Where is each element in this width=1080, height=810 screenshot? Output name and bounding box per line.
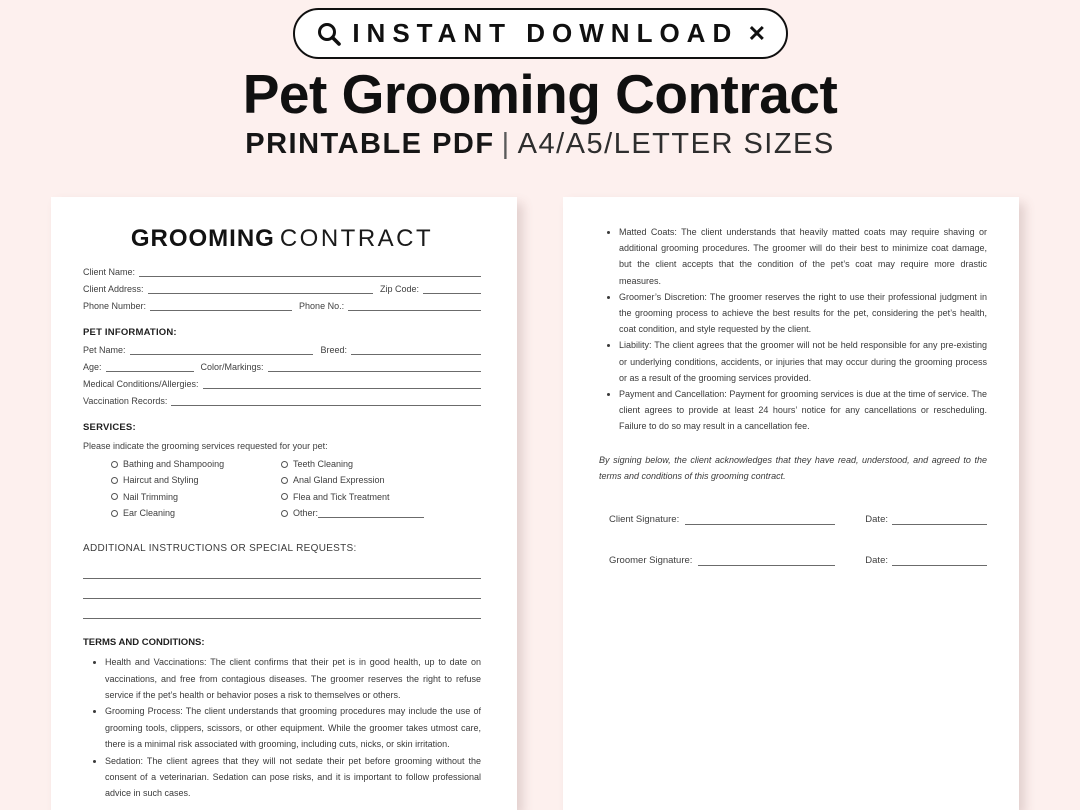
terms-item: • Payment and Cancellation: Payment for grooming services is due at the time of service. The client agrees to provide at least 24 hours’ notice for any cancellations or rescheduling. Failure to do so may result in a cancellation fee.: [619, 386, 987, 435]
terms-list-page2: [599, 224, 987, 435]
phone-no-label: Phone No.:: [299, 301, 345, 311]
service-option: [281, 492, 481, 502]
breed-line: [351, 345, 481, 355]
document-heading-bold: GROOMING: [130, 225, 275, 252]
client-signature-line: [685, 514, 835, 525]
radio-circle-icon: [111, 510, 118, 517]
service-option-other: [281, 508, 481, 518]
date-line: [892, 555, 987, 566]
search-icon: [315, 20, 343, 48]
vaccination-records-label: Vaccination Records:: [83, 396, 168, 406]
service-option-label: Nail Trimming: [123, 491, 179, 502]
client-address-row: [83, 284, 481, 294]
terms-item: • Grooming Process: The client understands that grooming procedures may include the use of grooming tools, clippers, scissors, or other equipment. While the groomer takes utmost care, there is a minimal risk associated with grooming, including cuts, nicks, or skin irritation.: [105, 703, 481, 752]
service-option-label: Teeth Cleaning: [293, 459, 354, 470]
service-option: [281, 475, 481, 485]
client-name-line: [139, 267, 481, 277]
color-markings-line: [268, 362, 481, 372]
client-address-line: [148, 284, 373, 294]
radio-circle-icon: [281, 477, 288, 484]
radio-circle-icon: [281, 510, 288, 517]
services-heading: SERVICES:: [83, 422, 136, 433]
terms-heading: TERMS AND CONDITIONS:: [83, 637, 205, 649]
client-signature-label: Client Signature:: [609, 514, 680, 526]
age-line: [106, 362, 194, 372]
medical-row: [83, 379, 481, 389]
client-signature-row: [599, 514, 987, 525]
service-option: [111, 459, 281, 469]
service-option: [111, 508, 281, 518]
radio-circle-icon: [111, 493, 118, 500]
radio-circle-icon: [111, 461, 118, 468]
services-options: [111, 456, 481, 521]
age-label: Age:: [83, 362, 102, 372]
breed-label: Breed:: [320, 345, 347, 355]
document-heading-light: CONTRACT: [279, 225, 434, 252]
service-option: [111, 475, 281, 485]
service-option-label: Flea and Tick Treatment: [293, 491, 390, 502]
terms-list-page1: [83, 654, 481, 802]
product-subtitle: [0, 128, 1080, 161]
other-service-line: [318, 509, 424, 518]
radio-circle-icon: [281, 493, 288, 500]
document-heading: [83, 225, 481, 253]
service-option-label: Other:: [293, 508, 319, 519]
color-markings-label: Color/Markings:: [200, 362, 264, 372]
subtitle-format: PRINTABLE PDF: [245, 128, 495, 160]
subtitle-separator: |: [501, 128, 511, 160]
subtitle-sizes: A4/A5/LETTER SIZES: [517, 128, 835, 160]
contract-page-1: [51, 197, 517, 810]
client-name-row: [83, 267, 481, 277]
service-option: [111, 492, 281, 502]
contract-page-2: [563, 197, 1019, 810]
date-label: Date:: [865, 555, 888, 567]
phone-number-line: [150, 301, 292, 311]
pet-information-heading: PET INFORMATION:: [83, 327, 177, 338]
terms-item: • Matted Coats: The client understands that heavily matted coats may require shaving or additional grooming procedures. The groomer will do their best to minimize coat damage, but the client accepts that the condition of the pet’s coat may require more drastic measures.: [619, 224, 987, 289]
terms-item: • Groomer’s Discretion: The groomer reserves the right to use their professional judgment in the grooming process to achieve the best results for the pet, considering the pet’s health, coat condition, and style requested by the client.: [619, 289, 987, 338]
writing-line: [83, 618, 481, 619]
terms-item: • Liability: The client agrees that the groomer will not be held responsible for any pre-existing or underlying conditions, accidents, or injuries that may occur during the grooming process or as a result of the grooming services provided.: [619, 337, 987, 386]
age-color-row: [83, 362, 481, 372]
date-label: Date:: [865, 514, 888, 526]
writing-line: [83, 578, 481, 579]
terms-item: • Health and Vaccinations: The client confirms that their pet is in good health, up to date on vaccinations, and free from contagious diseases. The groomer reserves the right to refuse service if the pet’s health or behavior poses a risk to themselves or others.: [105, 654, 481, 703]
groomer-signature-label: Groomer Signature:: [609, 555, 693, 567]
phone-no-line: [348, 301, 481, 311]
vaccination-records-line: [171, 396, 481, 406]
service-option-label: Ear Cleaning: [123, 508, 176, 519]
client-name-label: Client Name:: [83, 267, 136, 277]
pet-name-line: [130, 345, 314, 355]
radio-circle-icon: [111, 477, 118, 484]
radio-circle-icon: [281, 461, 288, 468]
banner-label: INSTANT DOWNLOAD: [352, 18, 739, 48]
phone-number-label: Phone Number:: [83, 301, 147, 311]
terms-item: • Sedation: The client agrees that they will not sedate their pet before grooming without the consent of a veterinarian. Sedation can pose risks, and it is important to follow professional advice in such cases.: [105, 753, 481, 802]
instant-download-banner: [293, 8, 788, 59]
medical-conditions-label: Medical Conditions/Allergies:: [83, 379, 199, 389]
service-option-label: Bathing and Shampooing: [123, 459, 225, 470]
date-line: [892, 514, 987, 525]
client-address-label: Client Address:: [83, 284, 144, 294]
additional-instructions-heading: ADDITIONAL INSTRUCTIONS OR SPECIAL REQUESTS:: [83, 543, 357, 555]
close-icon: ✕: [747, 20, 766, 46]
pet-name-label: Pet Name:: [83, 345, 126, 355]
zip-code-line: [423, 284, 481, 294]
groomer-signature-row: [599, 555, 987, 566]
vaccination-row: [83, 396, 481, 406]
service-option-label: Haircut and Styling: [123, 475, 199, 486]
pet-name-row: [83, 345, 481, 355]
writing-line: [83, 598, 481, 599]
services-intro: Please indicate the grooming services requested for your pet:: [83, 441, 328, 451]
medical-conditions-line: [203, 379, 481, 389]
service-option: [281, 459, 481, 469]
service-option-label: Anal Gland Expression: [293, 475, 385, 486]
acknowledgment-text: By signing below, the client acknowledges that they have read, understood, and agreed to the terms and conditions of this grooming contract.: [599, 454, 987, 481]
phone-row: [83, 301, 481, 311]
zip-code-label: Zip Code:: [379, 284, 419, 294]
product-title: Pet Grooming Contract: [242, 63, 838, 125]
groomer-signature-line: [698, 555, 835, 566]
